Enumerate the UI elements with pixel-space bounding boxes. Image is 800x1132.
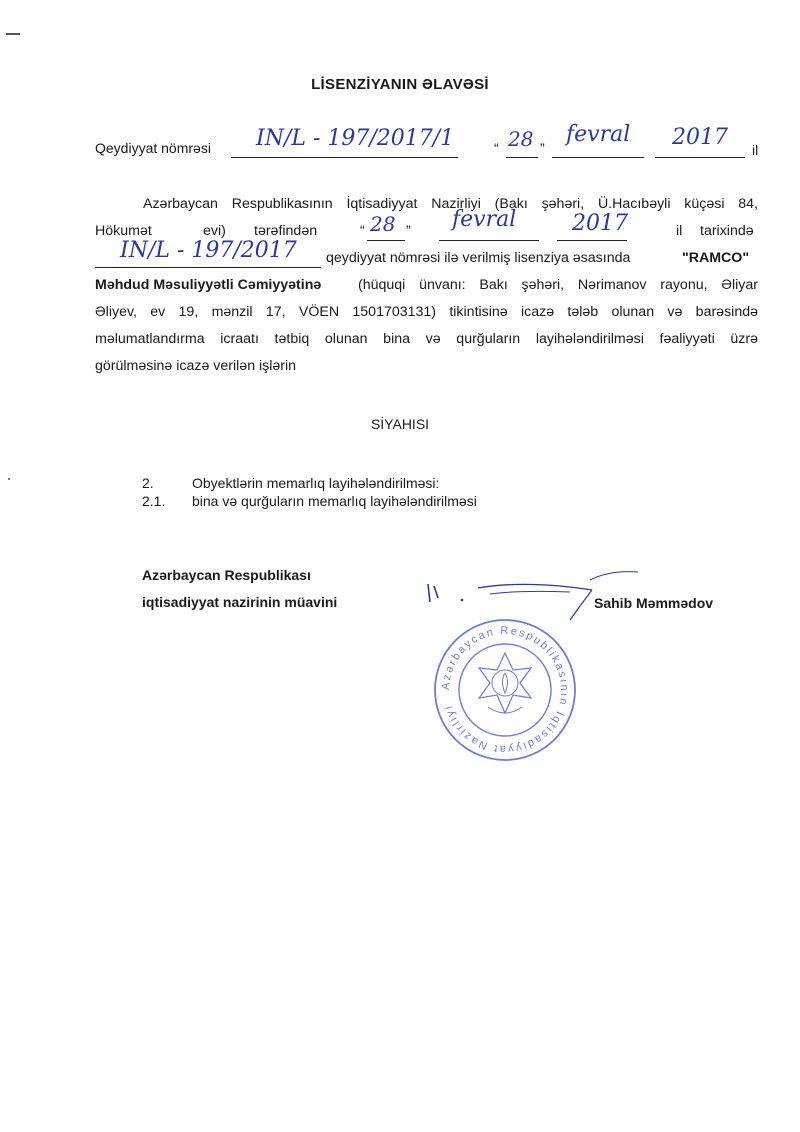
list-item-text: Obyektlərin memarlıq layihələndirilməsi: [192, 475, 440, 491]
body-line-1: Azərbaycan Respublikasının İqtisadiyyat Nazirliyi (Bakı şəhəri, Ü.Hacıbəyli küçəsi 84, [143, 196, 758, 212]
body-line-2-hokumet: Hökumət [95, 223, 152, 239]
official-stamp [430, 615, 580, 765]
body-number-handwritten: IN/L - 197/2017 [120, 238, 297, 263]
list-item-number: 2. [142, 475, 154, 491]
body-line-4-text: (hüquqi ünvanı: Bakı şəhəri, Nərimanov rayonu, Əliyar [358, 277, 758, 293]
signatory-title-line-1: Azərbaycan Respublikası [142, 567, 311, 583]
body-day-handwritten: 28 [370, 212, 396, 236]
body-line-3-text: qeydiyyat nömrəsi ilə verilmiş lisenziya əsasında [326, 250, 631, 266]
body-line-2-evi: evi) [203, 223, 226, 239]
list-heading: SİYAHISI [370, 416, 430, 432]
body-line-5: Əliyev, ev 19, mənzil 17, VÖEN 1501703131) tikintisinə icazə tələb olunan və barəsində [95, 304, 758, 320]
body-line-7: görülməsinə icazə verilən işlərin [95, 358, 297, 374]
body-line-4-company: Məhdud Məsuliyyətli Cəmiyyətinə [95, 277, 322, 293]
edge-mark [6, 33, 20, 35]
registration-il: il [752, 142, 759, 158]
body-month-handwritten: fevral [452, 207, 517, 232]
registration-label: Qeydiyyat nömrəsi [95, 140, 211, 156]
stamp-ring-text: Azərbaycan Respublikasının İqtisadiyyat Nazirliyi [439, 624, 571, 756]
body-line-2-terefinden: tərəfindən [254, 223, 318, 239]
registration-year-handwritten: 2017 [672, 125, 728, 150]
signatory-title-line-2: iqtisadiyyat nazirinin müavini [142, 594, 338, 610]
body-line-2-il: il [676, 223, 683, 239]
body-line-3-company: "RAMCO" [682, 250, 750, 266]
list-item-number: 2.1. [142, 493, 166, 509]
body-year-handwritten: 2017 [572, 211, 628, 236]
registration-month-handwritten: fevral [566, 122, 631, 147]
edge-dot [8, 478, 10, 480]
body-line-6: məlumatlandırma icraatı tətbiq olunan bina və qurğuların layihələndirilməsi fəaliyyəti üzrə [95, 331, 758, 347]
signatory-name: Sahib Məmmədov [594, 595, 714, 611]
registration-day-handwritten: 28 [508, 127, 534, 151]
list-item-text: bina və qurğuların memarlıq layihələndirilməsi [192, 493, 477, 509]
registration-number-handwritten: IN/L - 197/2017/1 [256, 126, 455, 151]
page-title: LİSENZİYANIN ƏLAVƏSİ [311, 76, 489, 93]
body-line-2-tarixinde: tarixində [700, 223, 754, 239]
